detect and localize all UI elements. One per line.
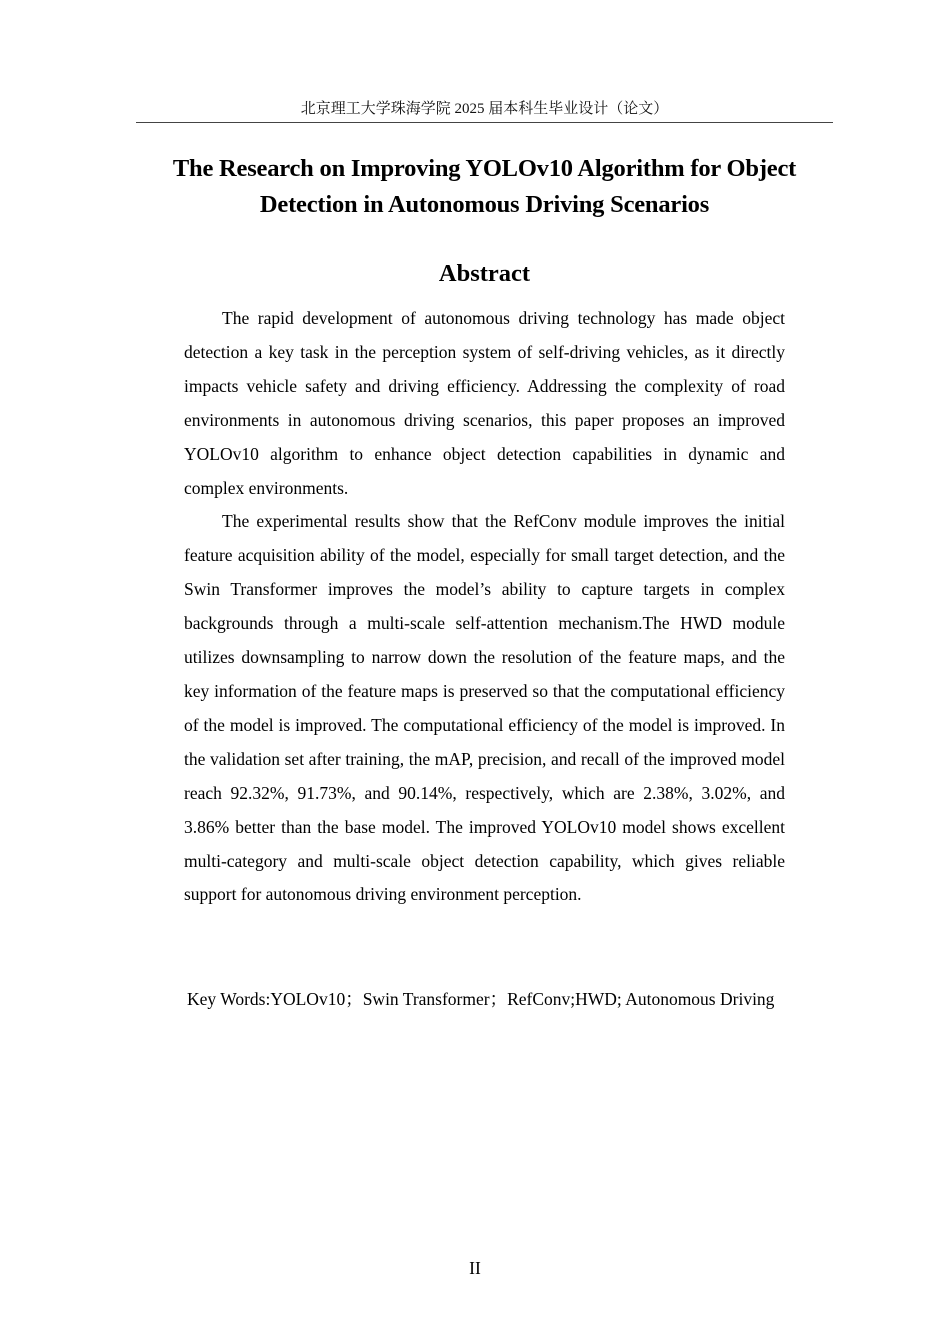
- paper-title-line-1: The Research on Improving YOLOv10 Algorithm for Object: [172, 155, 797, 182]
- keywords: [184, 986, 785, 1012]
- abstract-body: [184, 302, 785, 912]
- abstract-paragraph-1: The rapid development of autonomous driving technology has made object detection a key task in the perception system of self-driving vehicles, as it directly impacts vehicle safety and driving efficiency. Addressing the complexity of road environments in autonomous driving scenarios, this paper proposes an improved YOLOv10 algorithm to enhance object detection capabilities in dynamic and complex environments.: [184, 308, 785, 498]
- abstract-heading: Abstract: [438, 260, 531, 287]
- page-number: II: [469, 1258, 481, 1278]
- running-header: 北京理工大学珠海学院 2025 届本科生毕业设计（论文）: [300, 101, 669, 117]
- abstract-paragraph-2: The experimental results show that the RefConv module improves the initial feature acquisition ability of the model, especially for small target detection, and the Swin Transformer improves the model’s ability to capture targets in complex backgrounds through a multi-scale self-attention mechanism.The HWD module utilizes downsampling to narrow down the resolution of the feature maps, and the key information of the feature maps is preserved so that the computational efficiency of the model is improved. The computational efficiency of the model is improved. In the validation set after training, the mAP, precision, and recall of the improved model reach 92.32%, 91.73%, and 90.14%, respectively, which are 2.38%, 3.02%, and 3.86% better than the base model. The improved YOLOv10 model shows excellent multi-category and multi-scale object detection capability, which gives reliable support for autonomous driving environment perception.: [184, 511, 785, 905]
- paper-title-line-2: Detection in Autonomous Driving Scenarios: [259, 191, 710, 218]
- header-rule: [136, 122, 833, 123]
- paper-title: [136, 151, 833, 223]
- keywords-label: Key Words:: [187, 989, 271, 1009]
- keywords-text: YOLOv10；Swin Transformer；RefConv;HWD; Autonomous Driving: [270, 989, 775, 1009]
